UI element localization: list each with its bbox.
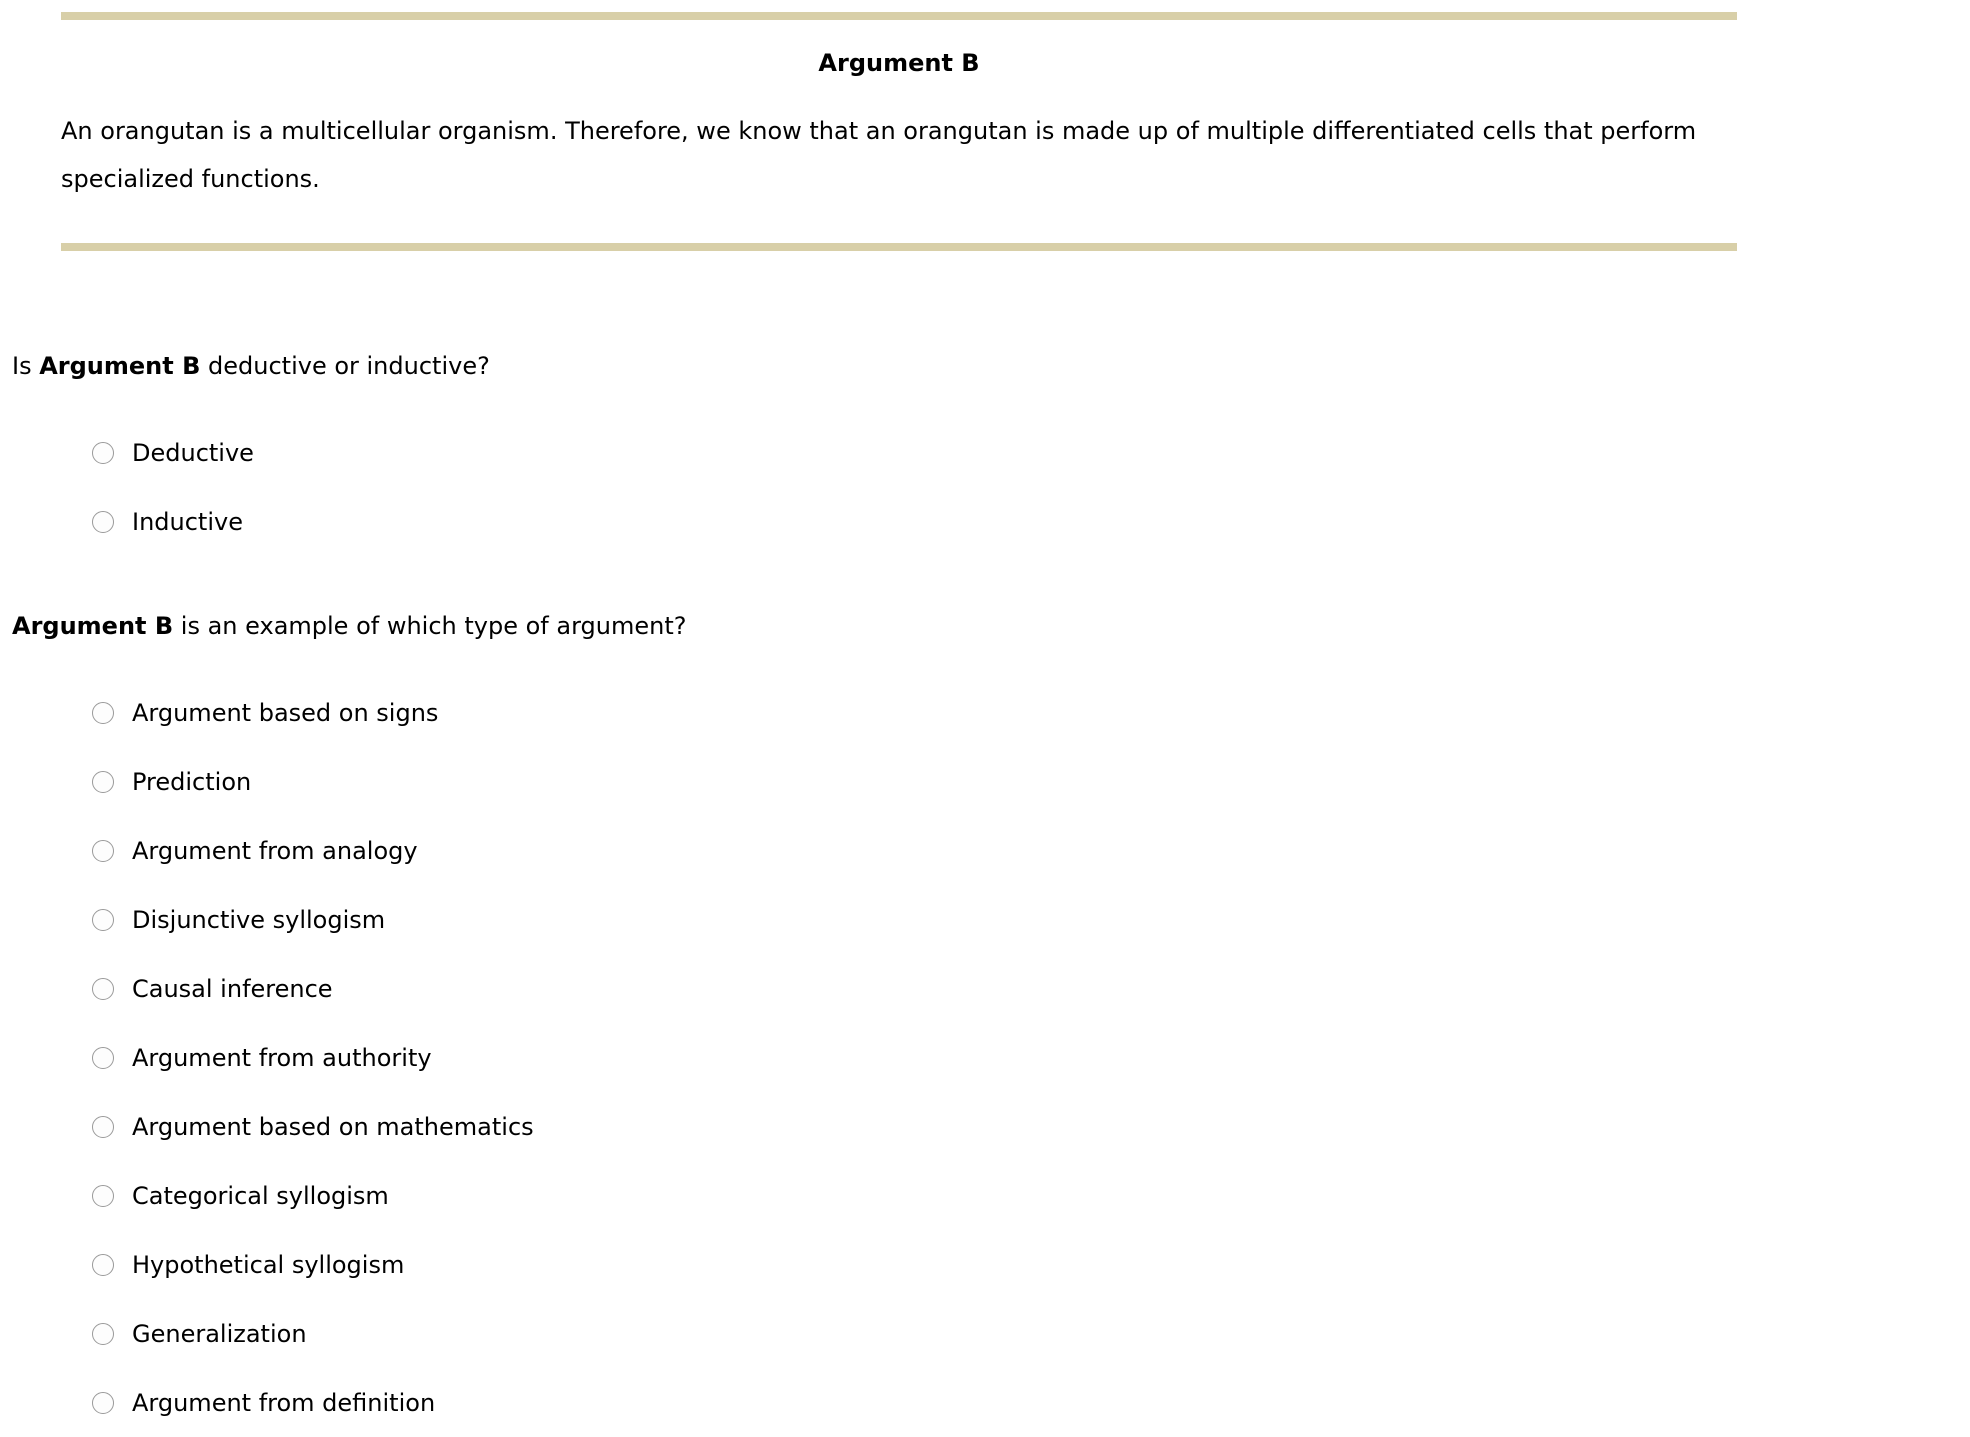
radio-button[interactable] [92, 1323, 114, 1345]
radio-option-causal[interactable] [92, 954, 534, 1023]
argument-passage [61, 12, 1737, 251]
radio-option-definition[interactable] [92, 1368, 534, 1437]
radio-option-deductive[interactable] [92, 418, 254, 487]
question-1-suffix: deductive or inductive? [200, 352, 490, 380]
option-label: Argument based on mathematics [132, 1112, 534, 1141]
radio-button[interactable] [92, 442, 114, 464]
option-label: Categorical syllogism [132, 1181, 389, 1210]
radio-option-categorical[interactable] [92, 1161, 534, 1230]
option-label: Argument from definition [132, 1388, 436, 1417]
question-1-emphasis: Argument B [39, 352, 201, 380]
top-divider [61, 12, 1737, 20]
radio-button[interactable] [92, 909, 114, 931]
question-1-prefix: Is [12, 352, 40, 380]
radio-option-hypothetical[interactable] [92, 1230, 534, 1299]
radio-button[interactable] [92, 771, 114, 793]
option-label: Hypothetical syllogism [132, 1250, 405, 1279]
option-label: Argument from analogy [132, 836, 418, 865]
option-label: Prediction [132, 767, 252, 796]
option-label: Argument from authority [132, 1043, 432, 1072]
option-label: Argument based on signs [132, 698, 439, 727]
option-label: Disjunctive syllogism [132, 905, 386, 934]
radio-option-generalization[interactable] [92, 1299, 534, 1368]
passage-text: An orangutan is a multicellular organism. Therefore, we know that an orangutan is made up of multiple differentiated cells that perform specialized functions. [61, 117, 1697, 193]
radio-button[interactable] [92, 1047, 114, 1069]
bottom-divider [61, 243, 1737, 251]
radio-option-signs[interactable] [92, 678, 534, 747]
option-label: Generalization [132, 1319, 307, 1348]
question-2-suffix: is an example of which type of argument? [173, 612, 687, 640]
radio-button[interactable] [92, 702, 114, 724]
question-1-prompt [12, 351, 490, 381]
radio-option-mathematics[interactable] [92, 1092, 534, 1161]
radio-option-authority[interactable] [92, 1023, 534, 1092]
radio-button[interactable] [92, 511, 114, 533]
radio-button[interactable] [92, 1392, 114, 1414]
passage-title: Argument B [818, 49, 980, 77]
radio-option-prediction[interactable] [92, 747, 534, 816]
radio-button[interactable] [92, 978, 114, 1000]
radio-option-inductive[interactable] [92, 487, 254, 556]
radio-button[interactable] [92, 1116, 114, 1138]
option-label: Inductive [132, 507, 243, 536]
radio-option-analogy[interactable] [92, 816, 534, 885]
question-2-emphasis: Argument B [12, 612, 174, 640]
option-label: Deductive [132, 438, 254, 467]
radio-button[interactable] [92, 1185, 114, 1207]
question-2-options [92, 678, 534, 1437]
question-1-options [92, 418, 254, 556]
radio-button[interactable] [92, 1254, 114, 1276]
question-2-prompt [12, 611, 687, 641]
radio-option-disjunctive[interactable] [92, 885, 534, 954]
option-label: Causal inference [132, 974, 333, 1003]
radio-button[interactable] [92, 840, 114, 862]
